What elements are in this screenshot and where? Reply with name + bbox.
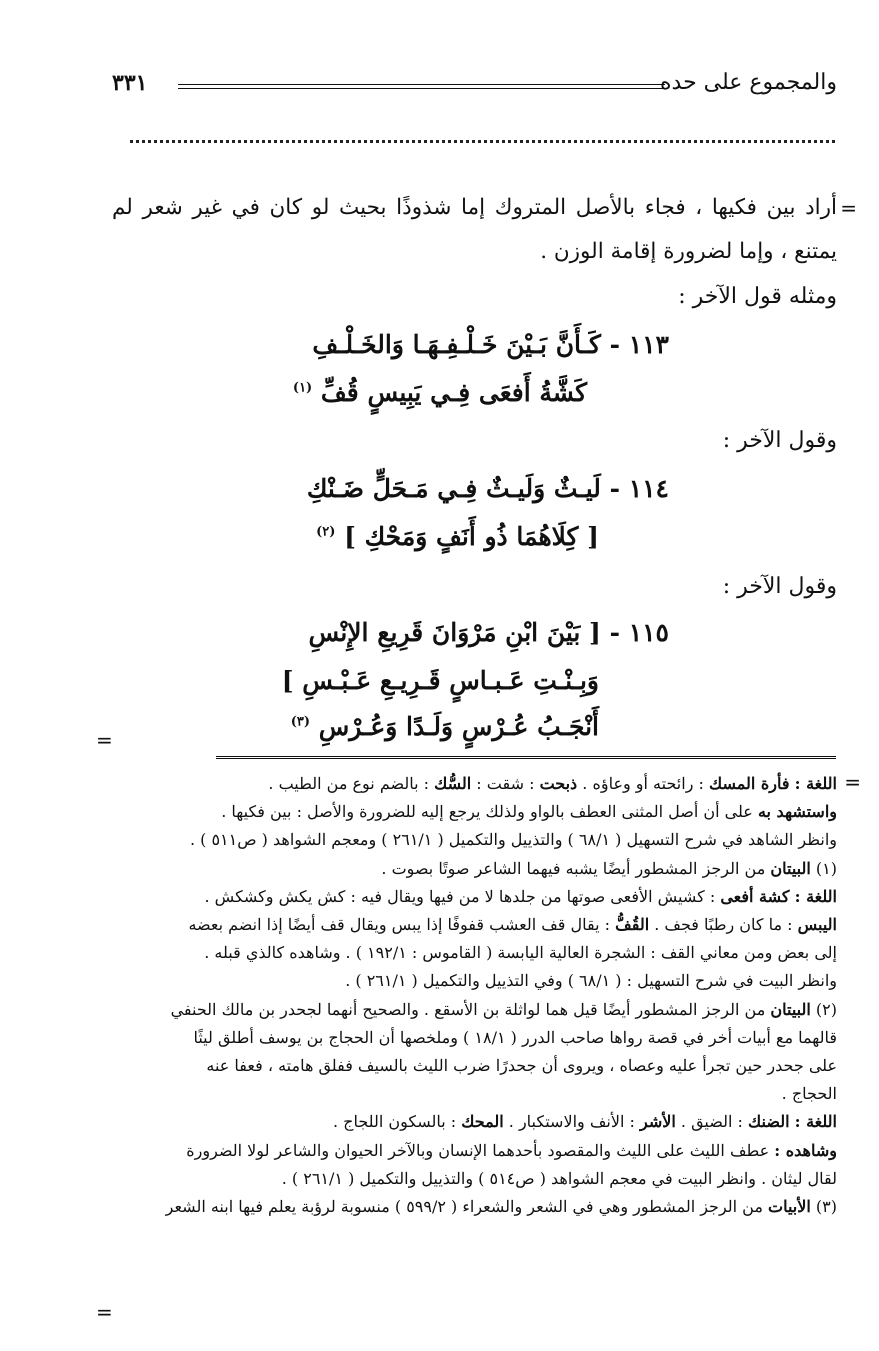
footnote-term: البيتان [770, 999, 811, 1019]
verse-115-line-2 [282, 666, 599, 695]
footnote-term: الأبيات [768, 1197, 811, 1217]
dotted-separator [130, 140, 835, 143]
footnote-label: اللغة : [794, 886, 837, 906]
verse-113-text-2: كَشَّةُ أَفعَى فِـي يَبِيسٍ قُفِّ [320, 378, 587, 407]
footnote-number: (٣) [815, 1197, 837, 1217]
verse-intro-115: وقول الآخر : [722, 574, 837, 599]
footnote-text: : الضيق . [680, 1112, 743, 1132]
verse-intro-114: وقول الآخر : [722, 428, 837, 453]
footnote-line: لقال ليثان . وانظر البيت في معجم الشواهد ( ص٥١٤ ) والتذييل والتكميل ( ٢٦١/١ ) . [281, 1168, 837, 1188]
verse-114-line-2 [316, 522, 599, 551]
footnote-text: : كشيش الأفعى صوتها من جلدها لا من فيها ويقال فيه : كش يكش وكشكش . [204, 886, 716, 906]
footnote-text: : يقال قف العشب قفوفًا إذا يبس ويقال قف أيضًا إذا انضم بعضه [188, 915, 611, 935]
footnote-text: : بالضم نوع من الطيب . [268, 774, 430, 793]
footnote-line [127, 770, 837, 798]
footnote-number: (١) [815, 858, 837, 878]
footnote-line: وانظر الشاهد في شرح التسهيل ( ٦٨/١ ) والتذييل والتكميل ( ٢٦١/١ ) ومعجم الشواهد ( ص٥١١ ) . [189, 830, 837, 850]
footnote-text: : بالسكون اللجاج . [332, 1112, 457, 1132]
verse-115-text-3: أَنْجَـبُ عُـرْسٍ وَلَـدًا وَعُـرْسِ [318, 712, 599, 741]
footnote-term: وشاهده : [774, 1140, 837, 1160]
footnote-text: على أن أصل المثنى العطف بالواو ولذلك يرجع إليه للضرورة والأصل : بين فكيها . [221, 802, 753, 822]
footnotes [127, 770, 837, 1221]
footnote-text: : رائحته أو وعاؤه . [582, 774, 704, 793]
footnote-term: السُّك [434, 774, 472, 793]
footnote-ref-3: (٣) [290, 714, 310, 730]
verse-113-line-2 [293, 378, 587, 407]
footnote-text: : شقت : [476, 774, 535, 793]
verse-115-line-3 [291, 712, 599, 741]
footnote-term: اليبس [797, 915, 837, 935]
header-rule [178, 84, 665, 89]
continuation-mark-footnote-end: = [96, 1300, 113, 1324]
footnote-line [127, 911, 837, 939]
footnote-line: قالهما مع أبيات أخر في قصة رواها صاحب الدرر ( ١٨/١ ) وملخصها أن الحجاج بن يوسف أطلق ليثًا [193, 1027, 837, 1047]
footnote-line [127, 1137, 837, 1165]
continuation-mark-top: = [840, 196, 857, 220]
footnote-text: من الرجز المشطور وهي في الشعر والشعراء ( ٥٩٩/٢ ) منسوبة لرؤبة يعلم فيها ابنه الشعر [165, 1197, 763, 1217]
footnote-line [127, 1193, 837, 1221]
footnote-line [127, 798, 837, 826]
footnote-line: الحجاج . [781, 1084, 837, 1104]
footnote-text: عطف الليث على الليث والمقصود بأحدهما الإنسان وبالآخر الحيوان والشاعر لولا الضرورة [186, 1140, 770, 1160]
footnote-ref-2: (٢) [316, 524, 336, 540]
verse-115-number: ١١٥ - [609, 618, 669, 647]
footnote-term: فأرة المسك [708, 774, 790, 793]
footnote-rule [216, 756, 836, 761]
footnote-line: وانظر البيت في شرح التسهيل : ( ٦٨/١ ) وفي التذييل والتكميل ( ٢٦١/١ ) . [345, 971, 837, 991]
running-header [112, 64, 837, 104]
footnote-text: : ما كان رطبًا فجف . [654, 915, 793, 935]
continuation-mark-footnote-start: = [844, 770, 861, 794]
footnote-text: من الرجز المشطور أيضًا قيل هما لواثلة بن الأسقع . والصحيح أنهما لجحدر بن مالك الحنفي [170, 999, 766, 1019]
footnote-term: الضنك [748, 1112, 790, 1132]
verse-114-number: ١١٤ - [609, 474, 669, 503]
running-title: والمجموع على حده [660, 70, 837, 95]
footnote-line [127, 855, 837, 883]
footnote-line: على جحدر حين تجرأ عليه وعصاه ، ويروى أن جحدرًا ضرب الليث بالسيف ففلق هامته ، فعفا عنه [206, 1056, 837, 1076]
footnote-term: واستشهد به [757, 802, 837, 822]
verse-114-text-1: لَيـثٌ وَلَيـثٌ فِـي مَـحَلٍّ ضَـنْكِ [306, 474, 601, 503]
verse-114-text-2: [ كِلَاهُمَا ذُو أَنَفٍ وَمَحْكِ ] [344, 522, 599, 551]
footnote-ref-1: (١) [292, 380, 313, 396]
footnote-term: القُفُّ [615, 915, 650, 935]
footnote-term: كشة أفعى [720, 886, 790, 906]
footnote-text: : الأنف والاستكبار . [508, 1112, 635, 1132]
verse-115-line-1 [308, 618, 669, 647]
footnote-label: اللغة : [794, 774, 837, 793]
footnote-term: البيتان [770, 858, 811, 878]
page-number: ٣٣١ [112, 70, 148, 96]
body-paragraph: أراد بين فكيها ، فجاء بالأصل المتروك إما شذوذًا بحيث لو كان في غير شعر لم يمتنع ، وإما لضرورة إقامة الوزن . [112, 195, 837, 264]
verse-115-text-1: [ بَيْنَ ابْنِ مَرْوَانَ قَرِيعِ الإِنْسِ [308, 618, 601, 647]
verse-intro-113: ومثله قول الآخر : [678, 284, 837, 309]
verse-113-line-1 [312, 330, 669, 359]
verse-114-line-1 [307, 474, 669, 503]
footnote-line [127, 883, 837, 911]
footnote-number: (٢) [815, 999, 837, 1019]
footnote-text: من الرجز المشطور أيضًا يشبه فيهما الشاعر صوتًا بصوت . [381, 858, 766, 878]
footnote-line [127, 996, 837, 1024]
footnote-label: اللغة : [794, 1112, 837, 1132]
verse-115-text-2: وَبِـنْـتِ عَـبـاسٍ قَـرِيـعِ عَـبْـسِ ] [281, 666, 599, 695]
footnote-term: المحك [461, 1112, 504, 1132]
verse-113-number: ١١٣ - [609, 330, 669, 359]
footnote-line [127, 1108, 837, 1136]
footnote-term: ذبحت [539, 774, 578, 793]
footnote-term: الأشر [639, 1112, 676, 1132]
footnote-line: إلى بعض ومن معاني القف : الشجرة العالية اليابسة ( القاموس : ١٩٢/١ ) . وشاهده كالذي قبله . [204, 943, 837, 963]
continuation-mark-middle: = [96, 728, 113, 752]
verse-113-text-1: كَـأَنَّ بَـيْنَ خَـلْـفِـهَـا وَالخَـلْـفِ [312, 330, 601, 359]
